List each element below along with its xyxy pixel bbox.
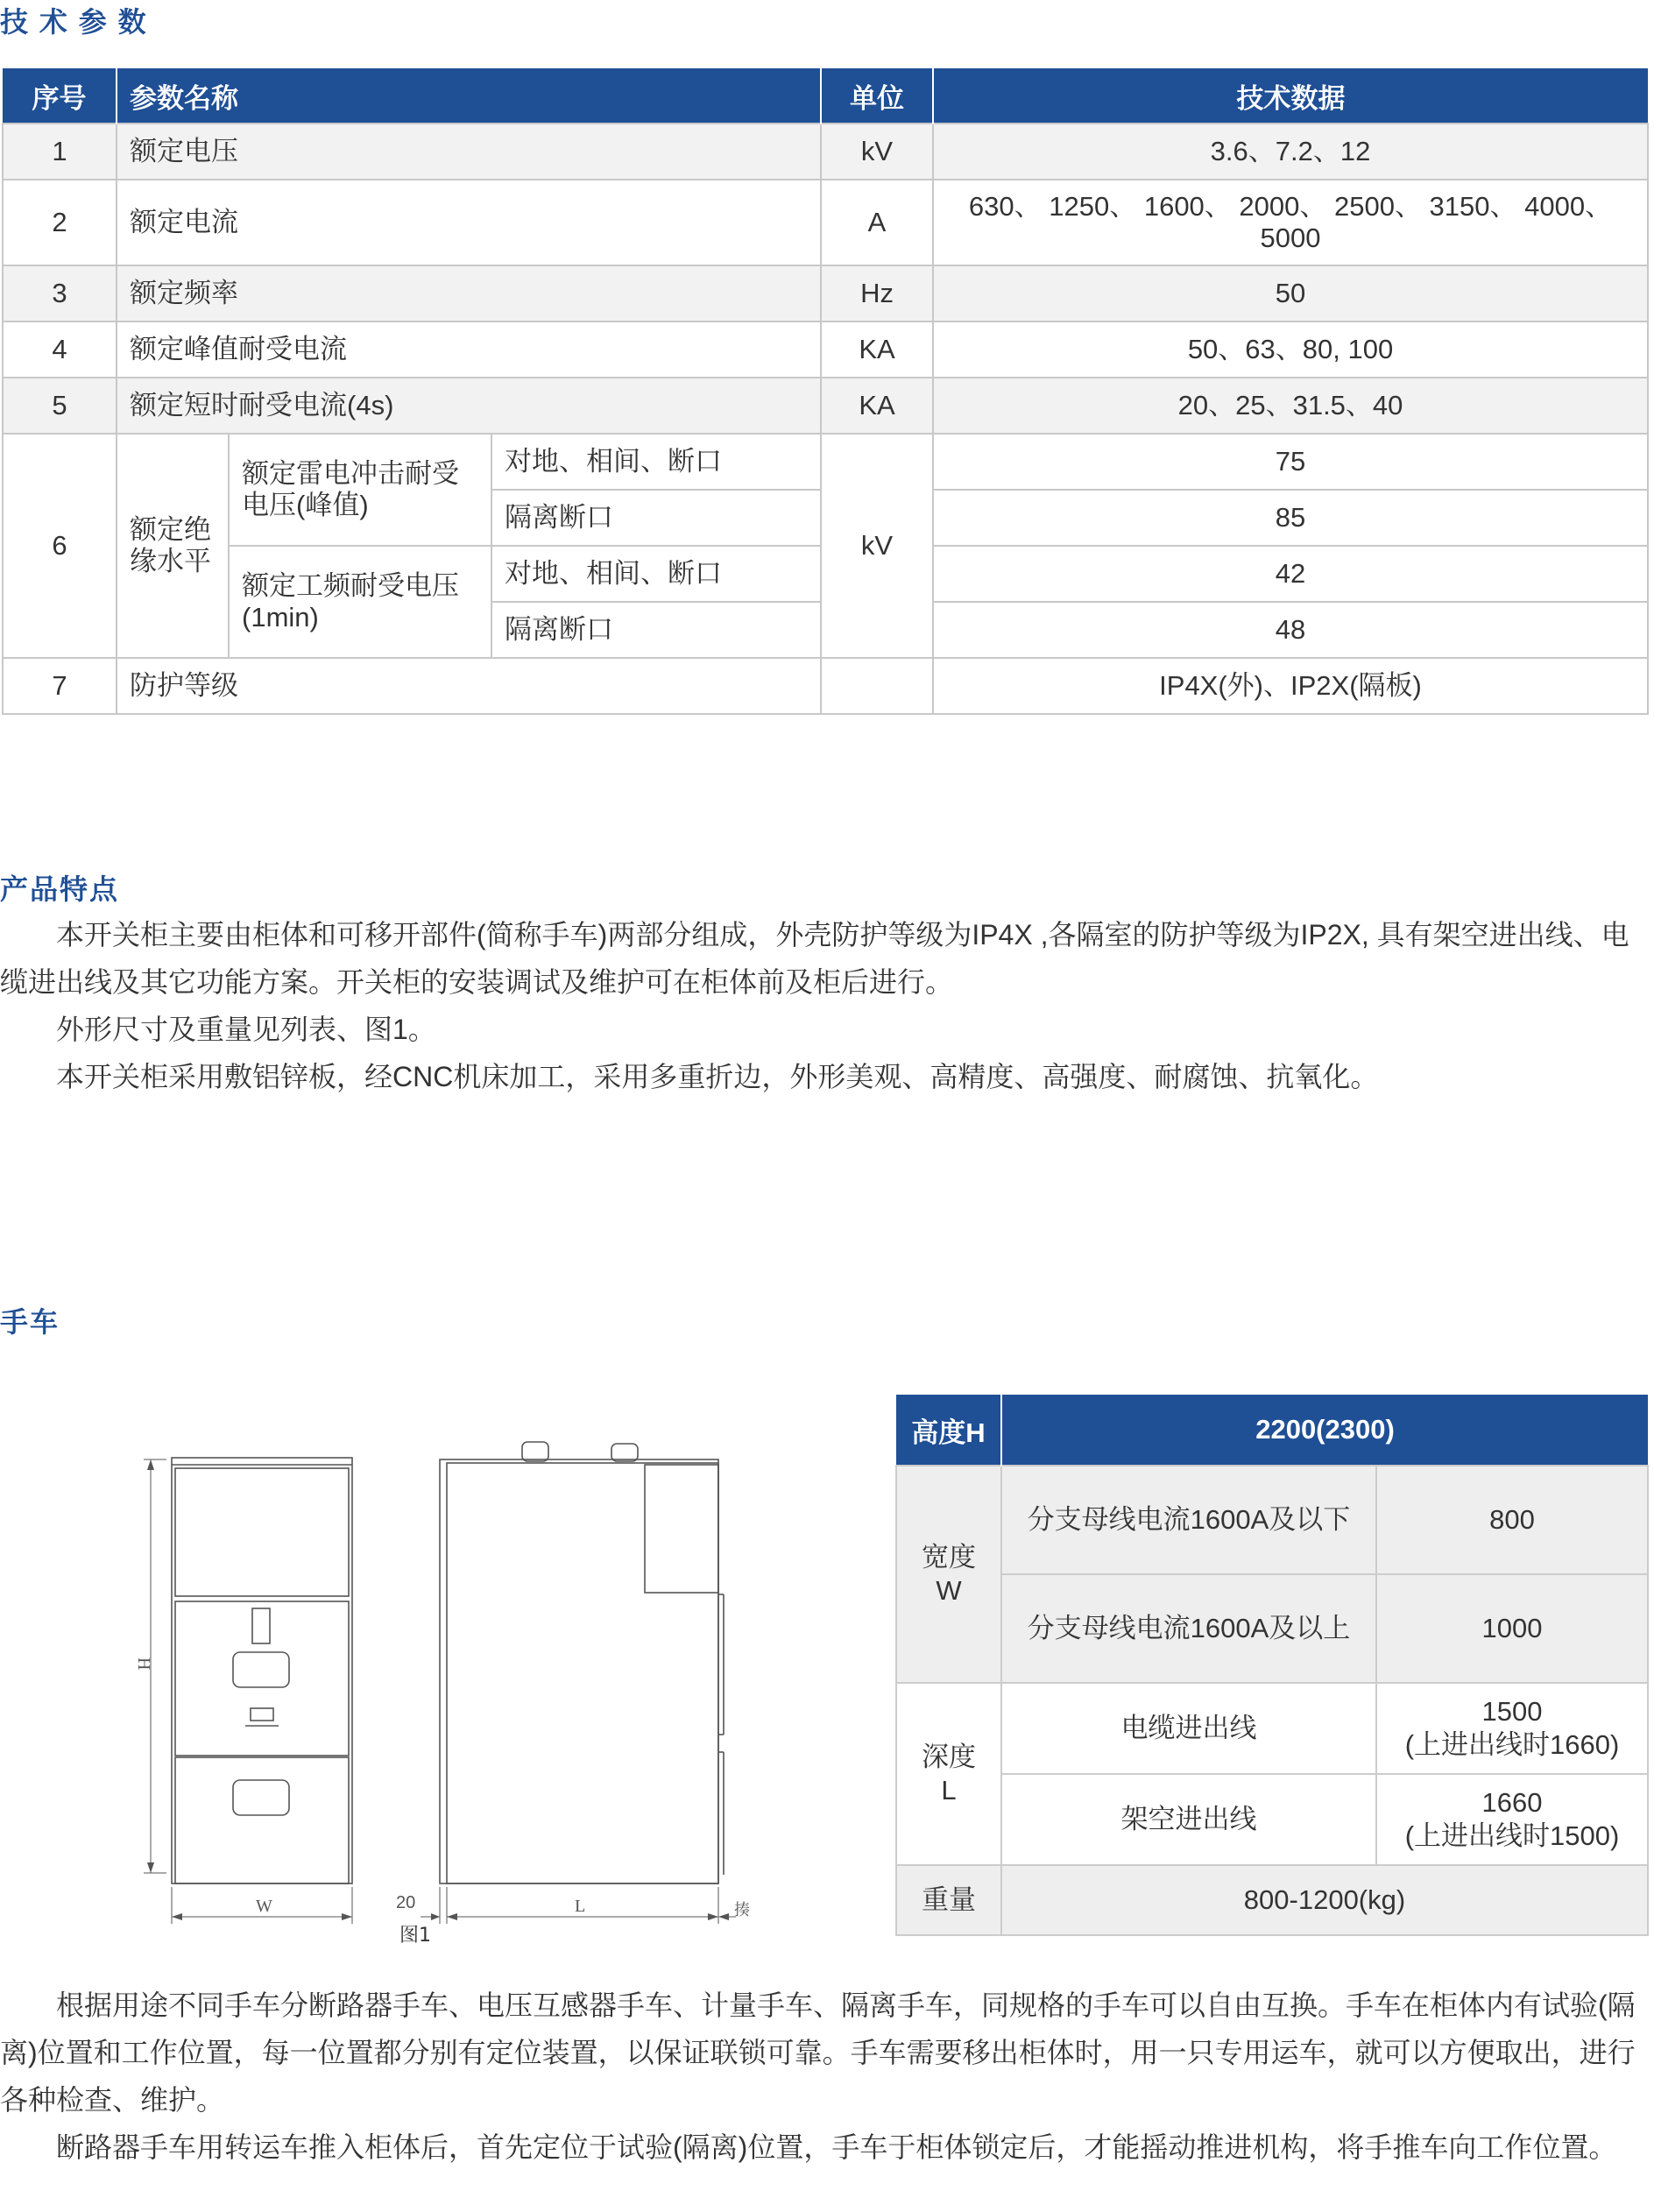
- width-label: 宽度W: [896, 1466, 1001, 1683]
- header-data: 技术数据: [933, 68, 1648, 124]
- table-row: [3, 378, 1648, 434]
- depth-row-label: 电缆进出线: [1001, 1683, 1376, 1774]
- handle-slot: [252, 1608, 270, 1643]
- depth-row-label: 架空进出线: [1001, 1774, 1376, 1865]
- insulation-item-value: 75: [933, 434, 1648, 490]
- section-title-tech-params: 技 术 参 数: [0, 6, 148, 38]
- section-title-features: 产品特点: [0, 873, 120, 905]
- row-no: 5: [3, 378, 117, 434]
- insulation-item-value: 42: [933, 546, 1648, 602]
- depth-row-value: [1376, 1683, 1648, 1774]
- row-name: 额定电流: [117, 180, 821, 265]
- row-unit: kV: [821, 124, 933, 180]
- features-paragraph-3: 本开关柜采用敷铝锌板，经CNC机床加工，采用多重折边，外形美观、高精度、高强度、耐腐蚀、抗氧化。: [56, 1061, 1379, 1092]
- insulation-item-value: 85: [933, 490, 1648, 546]
- depth-row-value: [1376, 1774, 1648, 1865]
- row-unit: A: [821, 180, 933, 265]
- row-name: 额定短时耐受电流(4s): [117, 378, 821, 434]
- handcart-paragraph-2: 断路器手车用转运车推入柜体后，首先定位于试验(隔离)位置，手车于柜体锁定后，才能摇动推进机构，将手推车向工作位置。: [56, 2131, 1617, 2163]
- figure-caption: 图1: [399, 1925, 431, 1947]
- table-row: [896, 1683, 1648, 1774]
- width-row-label: 分支母线电流1600A及以下: [1001, 1466, 1376, 1574]
- row-name: 额定电压: [117, 124, 821, 180]
- row-unit: [821, 658, 933, 714]
- row-no: 4: [3, 322, 117, 378]
- spec-header-row: [3, 68, 1648, 124]
- dimension-label-l: L: [575, 1897, 586, 1916]
- side-view-outline: [440, 1459, 718, 1883]
- table-row: [3, 265, 1648, 322]
- insulation-item-label: 隔离断口: [491, 490, 821, 546]
- table-row: [3, 434, 1648, 490]
- features-paragraph-1: 本开关柜主要由柜体和可移开部件(简称手车)两部分组成，外壳防护等级为IP4X ,各隔室的防护等级为IP2X, 具有架空进出线、电缆进出线及其它功能方案。开关柜的安装调试及维护可在柜体前及柜后进行。: [0, 919, 1629, 998]
- table-row: [3, 658, 1648, 714]
- lifting-lug: [522, 1442, 548, 1461]
- table-row: [3, 124, 1648, 180]
- dimension-header-row: [896, 1395, 1648, 1466]
- features-paragraph-2: 外形尺寸及重量见列表、图1。: [56, 1014, 436, 1045]
- front-window-lower: [233, 1780, 289, 1815]
- table-row: [896, 1574, 1648, 1683]
- header-height-label: 高度H: [896, 1395, 1001, 1466]
- insulation-item-value: 48: [933, 602, 1648, 658]
- handcart-paragraph-1: 根据用途不同手车分断路器手车、电压互感器手车、计量手车、隔离手车，同规格的手车可以自由互换。手车在柜体内有试验(隔离)位置和工作位置，每一位置都分别有定位装置，以保证联锁可靠。手车需要移出柜体时，用一只专用运车，就可以方便取出，进行各种检查、维护。: [0, 1989, 1636, 2116]
- dimension-table: [895, 1395, 1649, 1936]
- row-no: 2: [3, 180, 117, 265]
- row-name: 额定频率: [117, 265, 821, 322]
- row-data: 20、25、31.5、40: [933, 378, 1648, 434]
- insulation-item-label: 对地、相间、断口: [491, 546, 821, 602]
- dimension-label-20: 20: [396, 1893, 416, 1912]
- row-name: 额定绝缘水平: [117, 434, 229, 658]
- row-data: 630、 1250、 1600、 2000、 2500、 3150、 4000、 5000: [933, 180, 1648, 265]
- row-unit: Hz: [821, 265, 933, 322]
- weight-label: 重量: [896, 1865, 1001, 1935]
- table-row: [896, 1466, 1648, 1574]
- insulation-item-label: 隔离断口: [491, 602, 821, 658]
- insulation-group-label: 额定雷电冲击耐受电压(峰值): [229, 434, 491, 546]
- row-data: 50、63、80, 100: [933, 322, 1648, 378]
- row-name: 防护等级: [117, 658, 821, 714]
- row-data: 50: [933, 265, 1648, 322]
- row-no: 3: [3, 265, 117, 322]
- insulation-item-label: 对地、相间、断口: [491, 434, 821, 490]
- weight-value: 800-1200(kg): [1001, 1865, 1648, 1935]
- section-title-handcart: 手车: [0, 1306, 60, 1338]
- table-row: [896, 1774, 1648, 1865]
- front-window-upper: [233, 1652, 289, 1687]
- row-name: 额定峰值耐受电流: [117, 322, 821, 378]
- depth-value-line2: (上进出线时1500): [1404, 1820, 1620, 1851]
- row-data: 3.6、7.2、12: [933, 124, 1648, 180]
- table-row: [3, 322, 1648, 378]
- depth-label: 深度L: [896, 1683, 1001, 1865]
- depth-value-line1: 1660: [1481, 1787, 1543, 1818]
- row-no: 1: [3, 124, 117, 180]
- cabinet-outline-drawing: [123, 1437, 753, 1954]
- header-unit: 单位: [821, 68, 933, 124]
- row-no: 6: [3, 434, 117, 658]
- depth-value-line1: 1500: [1481, 1696, 1543, 1727]
- row-unit: kV: [821, 434, 933, 658]
- row-data: IP4X(外)、IP2X(隔板): [933, 658, 1648, 714]
- row-unit: KA: [821, 378, 933, 434]
- width-row-label: 分支母线电流1600A及以上: [1001, 1574, 1376, 1683]
- indicator-slot: [251, 1708, 273, 1721]
- table-row: [896, 1865, 1648, 1935]
- front-view-outline: [172, 1458, 352, 1883]
- header-name: 参数名称: [117, 68, 821, 124]
- table-row: [3, 180, 1648, 265]
- width-row-value: 1000: [1376, 1574, 1648, 1683]
- row-unit: KA: [821, 322, 933, 378]
- lifting-lug: [611, 1444, 638, 1461]
- dimension-label-w: W: [256, 1897, 272, 1916]
- header-no: 序号: [3, 68, 117, 124]
- dimension-label-h: H: [134, 1657, 153, 1671]
- spec-table: [2, 68, 1649, 715]
- row-no: 7: [3, 658, 117, 714]
- header-height-value: 2200(2300): [1001, 1395, 1648, 1466]
- dimension-label-side: 揍: [734, 1901, 750, 1919]
- depth-value-line2: (上进出线时1660): [1404, 1729, 1620, 1760]
- insulation-group-label: 额定工频耐受电压(1min): [229, 546, 491, 658]
- width-row-value: 800: [1376, 1466, 1648, 1574]
